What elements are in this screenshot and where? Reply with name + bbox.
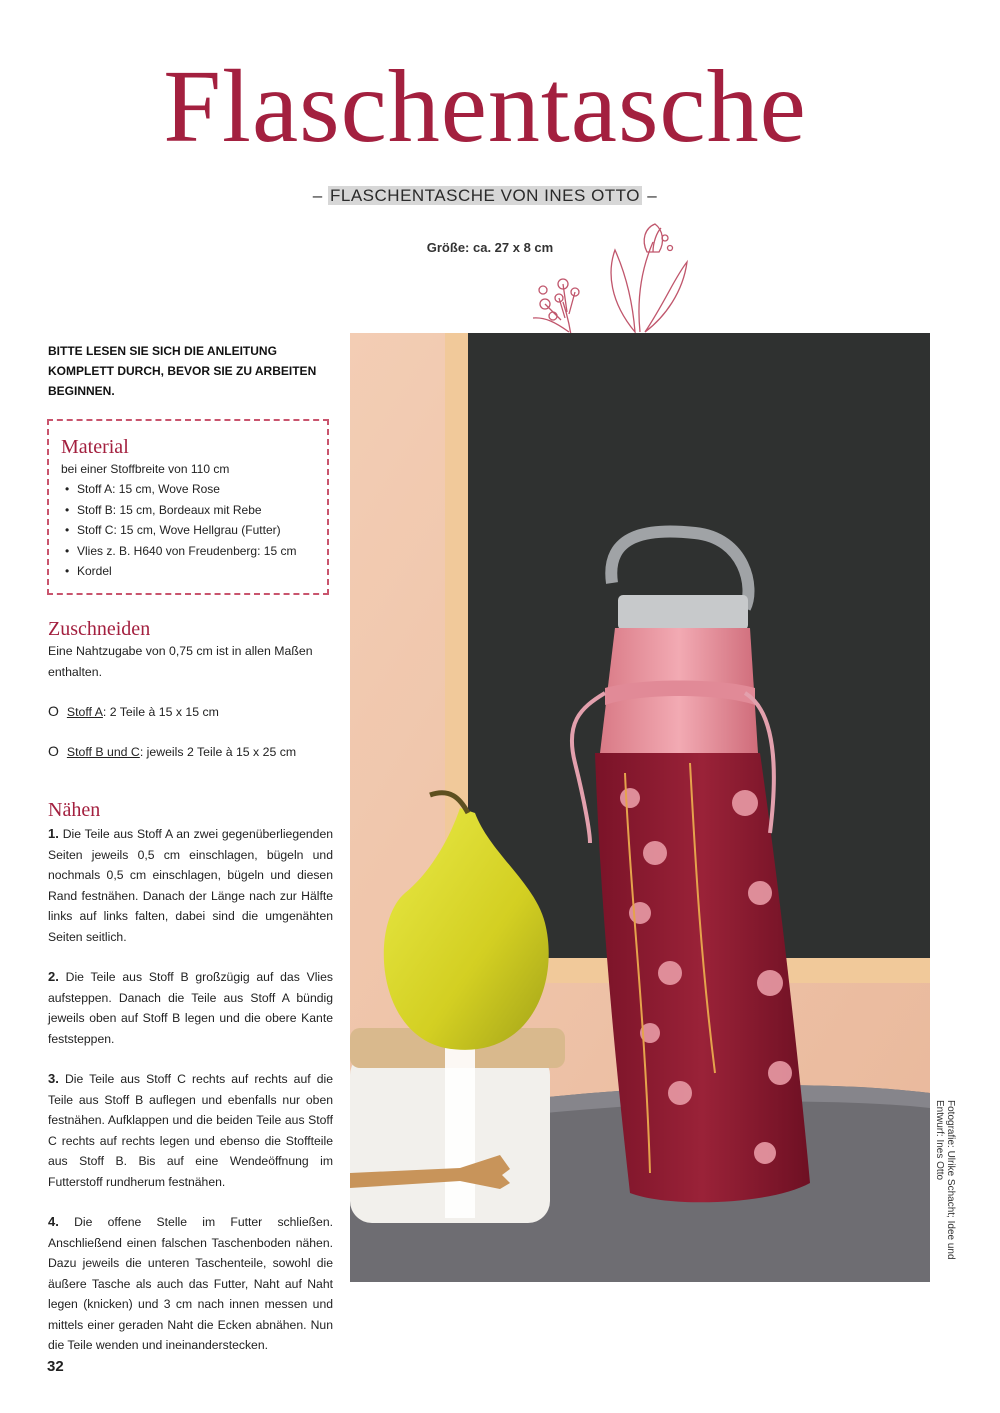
cutting-section	[48, 617, 332, 682]
cutting-item	[48, 743, 296, 759]
material-item: • Stoff C: 15 cm, Wove Hellgrau (Futter)	[61, 520, 315, 541]
sewing-section	[48, 798, 333, 1376]
byline-dash-right: –	[647, 186, 658, 205]
sewing-step	[48, 824, 333, 947]
cutting-item-label: Stoff A	[66, 705, 103, 719]
step-text: Die Teile aus Stoff C rechts auf rechts auf die Teile aus Stoff B auflegen und ebenfalls nur oben festnähen. Aufklappen und die beiden Teile aus Stoff C rechts auf rechts legen und ebenso die Stoffteile aus Stoff B. Bis auf eine Wendeöffnung im Futterstoff rundherum festnähen.	[48, 1072, 333, 1189]
photo-credit: Fotografie: Ulrike Schacht; Idee und Entwurf: Ines Otto	[934, 1100, 956, 1260]
cutting-title: Zuschneiden	[48, 618, 151, 640]
material-item: • Stoff B: 15 cm, Bordeaux mit Rebe	[61, 500, 315, 521]
page-title: Flaschentasche	[163, 49, 807, 164]
sewing-step	[48, 967, 333, 1049]
cutting-item-text: : 2 Teile à 15 x 15 cm	[102, 705, 219, 719]
cutting-item-label: Stoff B und C	[66, 745, 140, 759]
sewing-step	[48, 1212, 333, 1356]
bottle-bag-illustration	[350, 333, 930, 1282]
sewing-step	[48, 1069, 333, 1192]
byline-dash-left: –	[312, 186, 323, 205]
cutting-item	[48, 703, 219, 719]
sewing-title: Nähen	[48, 799, 101, 821]
size-label: Größe: ca. 27 x 8 cm	[426, 240, 554, 255]
step-number: 1.	[48, 826, 59, 841]
page-number: 32	[47, 1358, 64, 1375]
material-item: • Vlies z. B. H640 von Freudenberg: 15 cm	[61, 541, 315, 562]
step-text: Die Teile aus Stoff B großzügig auf das Vlies aufsteppen. Danach die Teile aus Stoff A bündig jeweils oben auf Stoff B legen und die obere Kante feststeppen.	[48, 970, 334, 1046]
product-photo	[350, 333, 930, 1282]
material-intro: bei einer Stoffbreite von 110 cm	[61, 462, 230, 476]
byline-text: FLASCHENTASCHE VON INES OTTO	[330, 186, 640, 205]
cutting-text: Eine Nahtzugabe von 0,75 cm ist in allen Maßen enthalten.	[48, 644, 313, 679]
cutting-item-text: : jeweils 2 Teile à 15 x 25 cm	[139, 745, 297, 759]
material-item: • Kordel	[61, 561, 315, 582]
step-number: 2.	[48, 969, 59, 984]
material-item: • Stoff A: 15 cm, Wove Rose	[61, 479, 315, 500]
material-title: Material	[61, 436, 129, 458]
step-text: Die offene Stelle im Futter schließen. Anschließend einen falschen Taschenboden nähen. Dazu jeweils die unteren Taschenteile, sowohl die äußere Tasche als auch das Futter, Naht auf Naht legen (knicken) und 3 cm nach innen messen und mittels einer geraden Naht die Ecken abnähen. Nun die Teile wenden und ineinanderstecken.	[48, 1215, 333, 1352]
material-list	[61, 479, 315, 582]
byline	[0, 186, 970, 206]
step-number: 4.	[48, 1214, 59, 1229]
circle-bullet-icon: O	[48, 703, 59, 719]
circle-bullet-icon: O	[48, 743, 59, 759]
step-text: Die Teile aus Stoff A an zwei gegenüberliegenden Seiten jeweils 0,5 cm einschlagen, bügeln und nochmals 0,5 cm einschlagen, bügeln und diesen Rand festnähen. Danach der Länge nach zur Hälfte links auf links falten, dabei sind die umgenähten Seiten seitlich.	[48, 827, 333, 944]
intro-note: BITTE LESEN SIE SICH DIE ANLEITUNG KOMPLETT DURCH, BEVOR SIE ZU ARBEITEN BEGINNEN.	[48, 344, 317, 398]
step-number: 3.	[48, 1071, 59, 1086]
material-box	[47, 419, 329, 595]
